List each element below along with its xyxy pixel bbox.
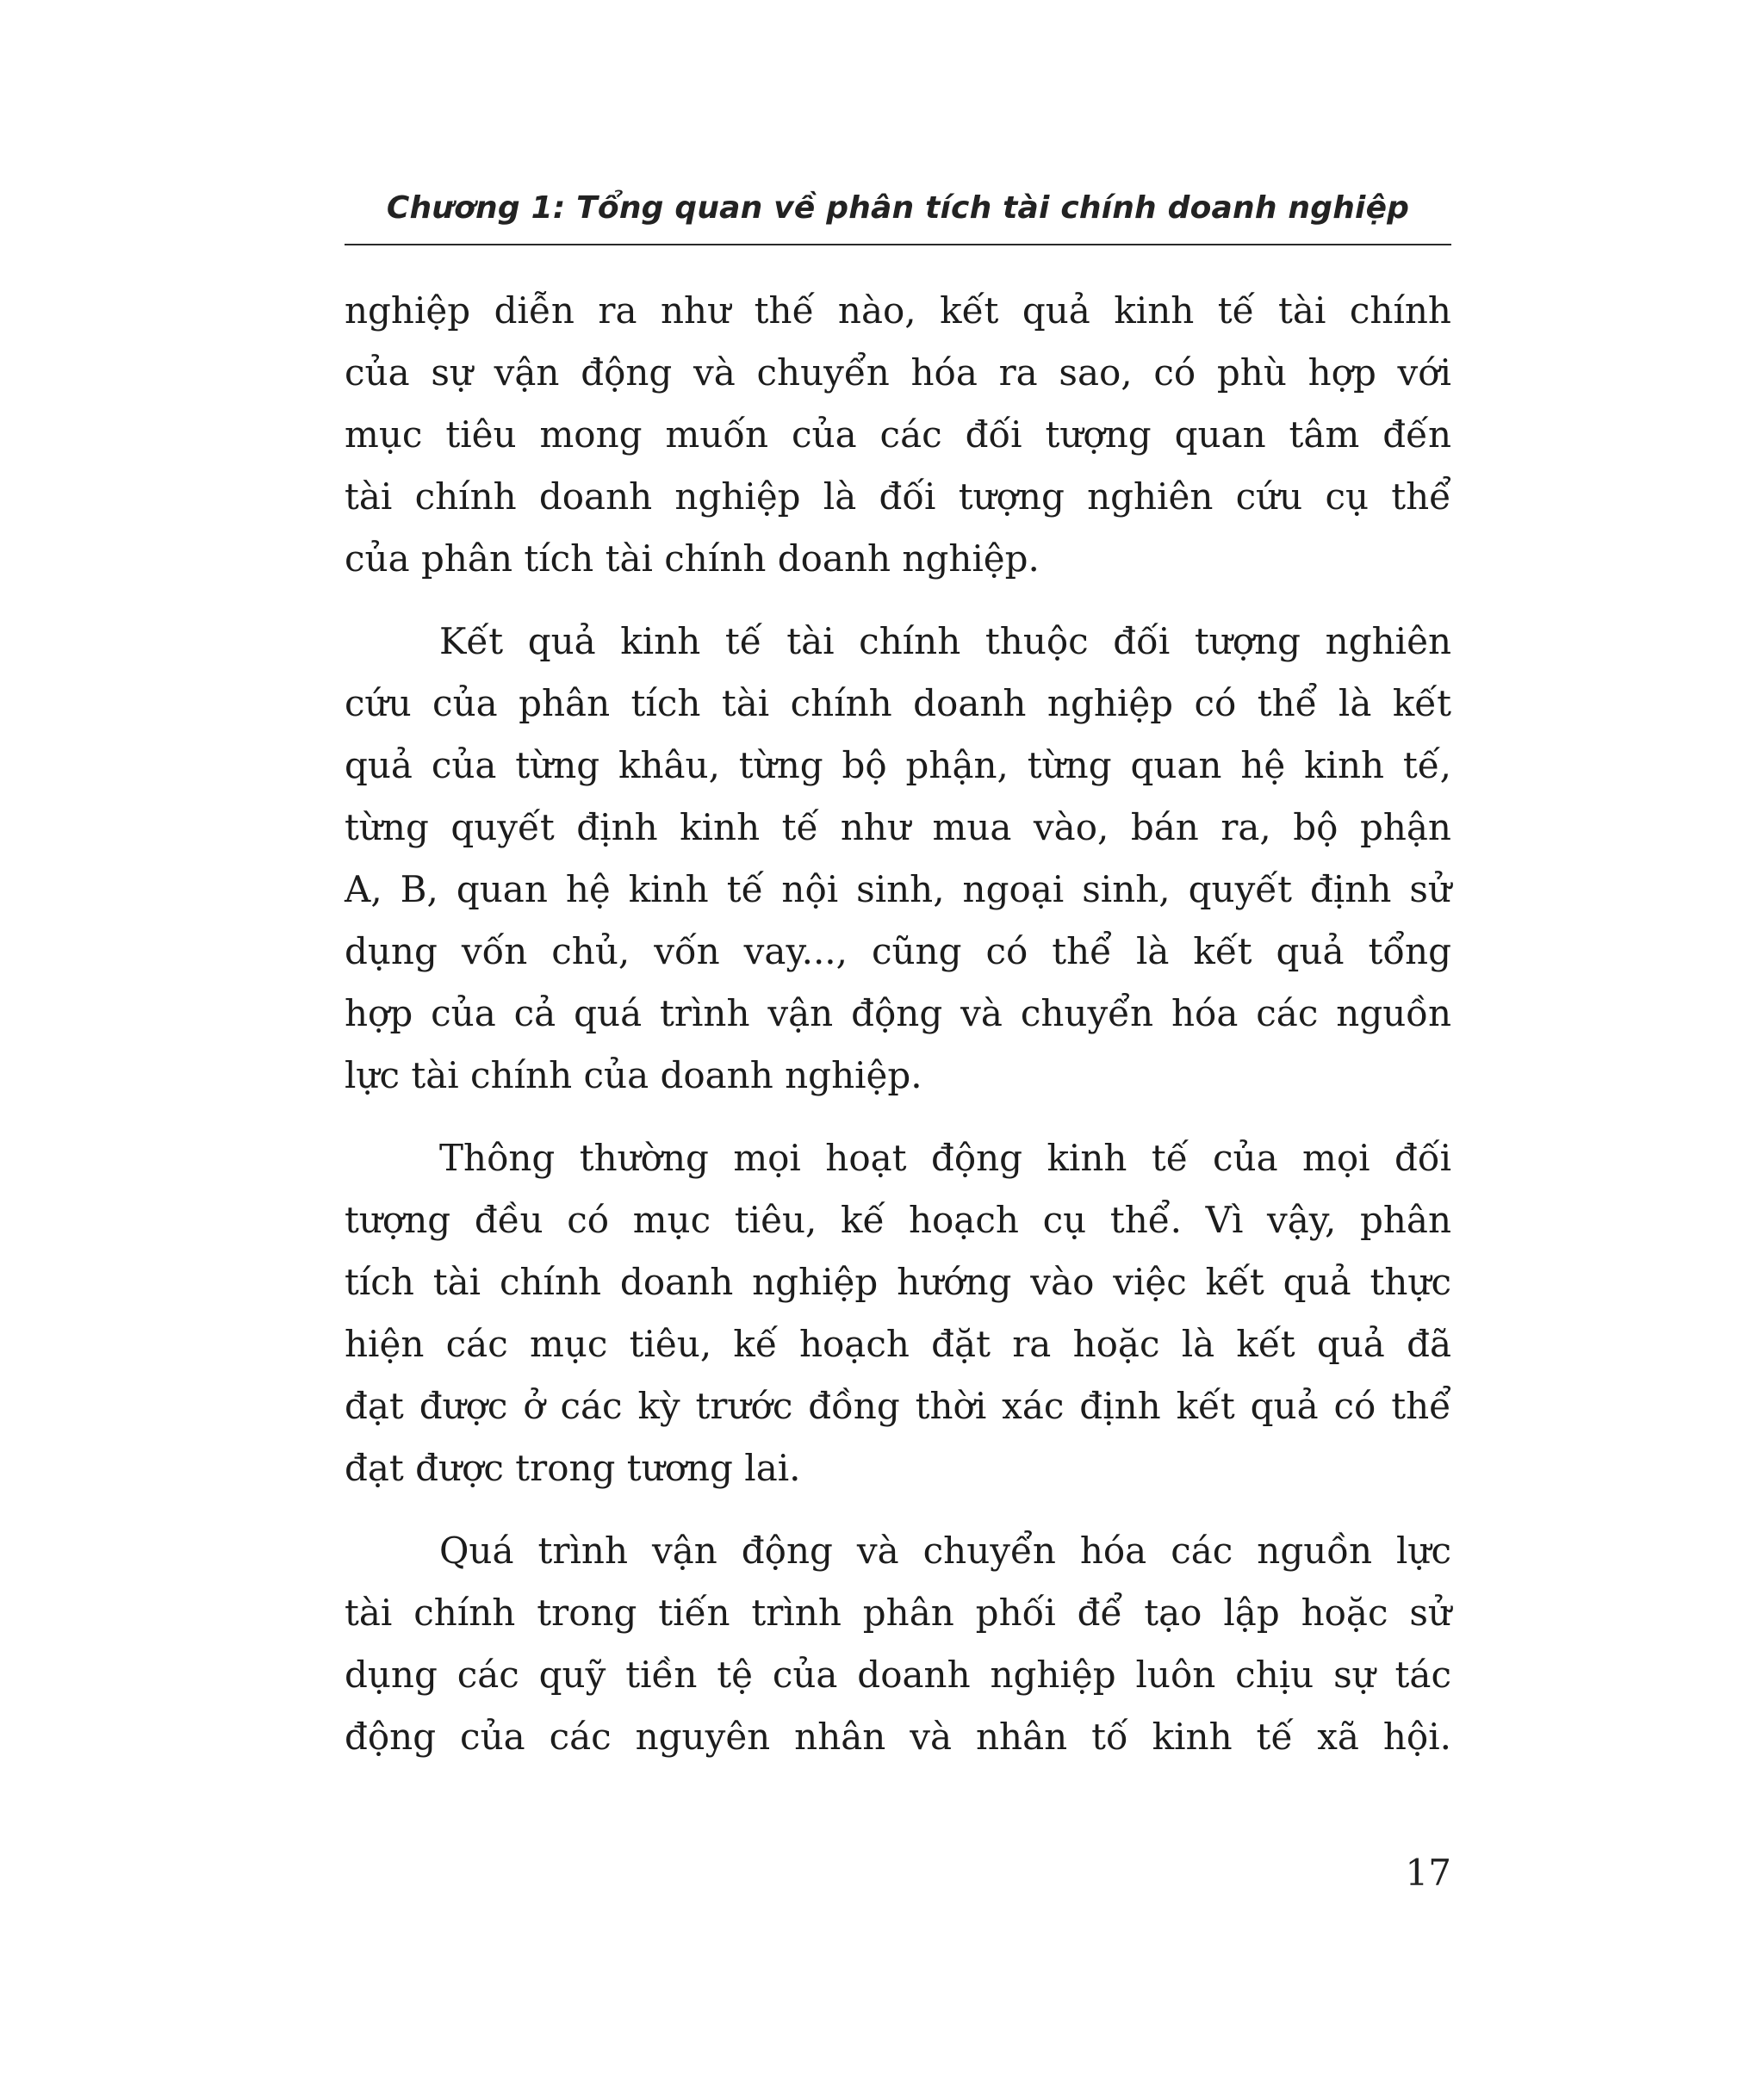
paragraph-2 [345,611,1451,1107]
text-line: A, B, quan hệ kinh tế nội sinh, ngoại sinh, quyết định sử [345,868,1451,910]
text-line: hợp của cả quá trình vận động và chuyển hóa các nguồn [345,992,1451,1034]
text-line: Quá trình vận động và chuyển hóa các nguồn lực [439,1530,1451,1572]
text-line: từng quyết định kinh tế như mua vào, bán ra, bộ phận [345,806,1451,848]
text-line: cứu của phân tích tài chính doanh nghiệp có thể là kết [345,682,1451,724]
text-line: tượng đều có mục tiêu, kế hoạch cụ thể. Vì vậy, phân [345,1199,1451,1241]
text-line: dụng các quỹ tiền tệ của doanh nghiệp luôn chịu sự tác [345,1654,1451,1696]
text-line: mục tiêu mong muốn của các đối tượng quan tâm đến [345,413,1451,456]
text-line: đạt được trong tương lai. [345,1447,801,1489]
text-line: tài chính trong tiến trình phân phối để tạo lập hoặc sử [345,1592,1451,1634]
body-text [345,280,1451,1768]
text-line: của phân tích tài chính doanh nghiệp. [345,537,1040,580]
text-line: tích tài chính doanh nghiệp hướng vào việc kết quả thực [345,1261,1451,1303]
page-number: 17 [1405,1852,1451,1894]
text-line: nghiệp diễn ra như thế nào, kết quả kinh tế tài chính [345,289,1451,332]
text-line: lực tài chính của doanh nghiệp. [345,1054,922,1096]
text-line: dụng vốn chủ, vốn vay..., cũng có thể là kết quả tổng [345,930,1451,972]
text-line: Thông thường mọi hoạt động kinh tế của mọi đối [439,1137,1451,1179]
text-line: hiện các mục tiêu, kế hoạch đặt ra hoặc là kết quả đã [345,1323,1451,1365]
text-line: quả của từng khâu, từng bộ phận, từng quan hệ kinh tế, [345,744,1451,786]
chapter-title: Chương 1: Tổng quan về phân tích tài chính doanh nghiệp [386,190,1410,226]
text-line: Kết quả kinh tế tài chính thuộc đối tượng nghiên [439,620,1451,662]
running-header [345,185,1451,245]
text-line: đạt được ở các kỳ trước đồng thời xác định kết quả có thể [345,1385,1451,1427]
paragraph-3 [345,1127,1451,1499]
text-line: động của các nguyên nhân và nhân tố kinh tế xã hội. [345,1716,1451,1758]
text-line: của sự vận động và chuyển hóa ra sao, có phù hợp với [345,351,1451,394]
paragraph-4 [345,1520,1451,1768]
paragraph-1 [345,280,1451,590]
text-line: tài chính doanh nghiệp là đối tượng nghiên cứu cụ thể [345,475,1451,518]
